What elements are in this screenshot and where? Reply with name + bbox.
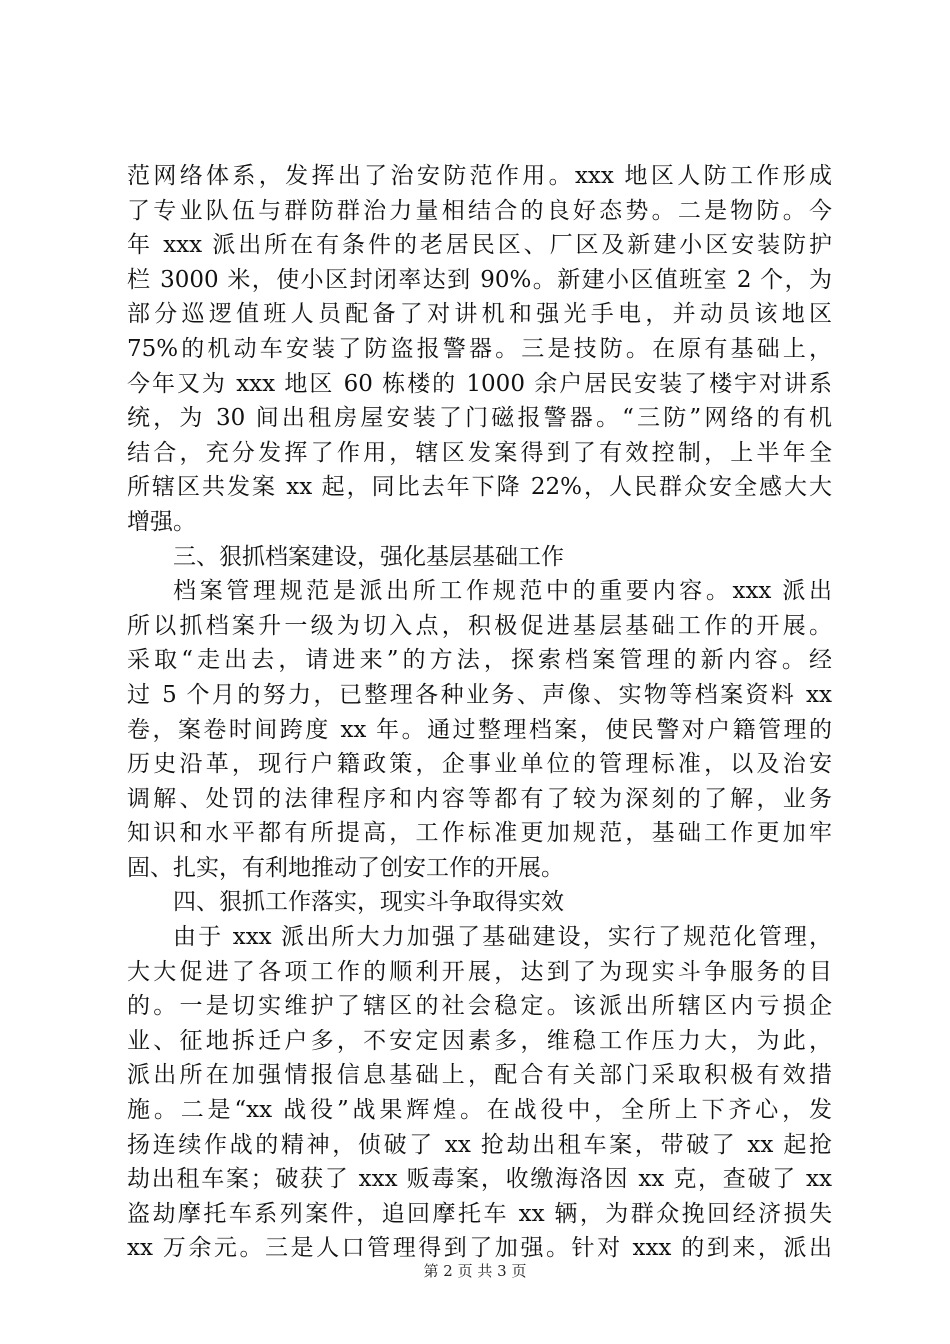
text-line: 年 xxx 派出所在有条件的老居民区、厂区及新建小区安装防护 <box>127 232 832 259</box>
text-line: 施。二是“xx 战役”战果辉煌。在战役中，全所上下齐心，发 <box>127 1097 832 1124</box>
text-line: 75%的机动车安装了防盗报警器。三是技防。在原有基础上， <box>127 335 832 362</box>
text-line: 统，为 30 间出租房屋安装了门磁报警器。“三防”网络的有机 <box>127 405 832 432</box>
text-line: 了专业队伍与群防群治力量相结合的良好态势。二是物防。今 <box>127 197 832 224</box>
text-line: 大大促进了各项工作的顺利开展，达到了为现实斗争服务的目 <box>127 958 832 985</box>
text-line: 今年又为 xxx 地区 60 栋楼的 1000 余户居民安装了楼宇对讲系 <box>127 370 832 397</box>
document-body <box>127 159 832 1266</box>
text-line: 档案管理规范是派出所工作规范中的重要内容。xxx 派出 <box>173 578 832 605</box>
text-line: 由于 xxx 派出所大力加强了基础建设，实行了规范化管理， <box>173 924 832 951</box>
text-line: 增强。 <box>127 508 196 535</box>
text-line: 所辖区共发案 xx 起，同比去年下降 22%，人民群众安全感大大 <box>127 474 832 501</box>
text-line: 知识和水平都有所提高，工作标准更加规范，基础工作更加牢 <box>127 820 832 847</box>
text-line: 所以抓档案升一级为切入点，积极促进基层基础工作的开展。 <box>127 612 832 639</box>
text-line: 卷，案卷时间跨度 xx 年。通过整理档案，使民警对户籍管理的 <box>127 716 832 743</box>
text-line: 派出所在加强情报信息基础上，配合有关部门采取积极有效措 <box>127 1062 832 1089</box>
text-line: 历史沿革，现行户籍政策，企事业单位的管理标准，以及治安 <box>127 751 832 778</box>
text-line: 过 5 个月的努力，已整理各种业务、声像、实物等档案资料 xx <box>127 681 832 708</box>
text-line: 结合，充分发挥了作用，辖区发案得到了有效控制，上半年全 <box>127 439 832 466</box>
text-line: 固、扎实，有利地推动了创安工作的开展。 <box>127 854 564 881</box>
text-line: 范网络体系，发挥出了治安防范作用。xxx 地区人防工作形成 <box>127 163 832 189</box>
text-line: 盗劫摩托车系列案件，追回摩托车 xx 辆，为群众挽回经济损失 <box>127 1200 832 1227</box>
section-heading: 四、狠抓工作落实，现实斗争取得实效 <box>173 889 564 916</box>
page-number-footer: 第 2 页 共 3 页 <box>423 1262 527 1280</box>
text-line: 部分巡逻值班人员配备了对讲机和强光手电，并动员该地区 <box>127 301 832 328</box>
text-line: xx 万余元。三是人口管理得到了加强。针对 xxx 的到来，派出 <box>127 1235 832 1262</box>
text-line: 扬连续作战的精神，侦破了 xx 抢劫出租车案，带破了 xx 起抢 <box>127 1131 832 1158</box>
text-line: 调解、处罚的法律程序和内容等都有了较为深刻的了解，业务 <box>127 785 832 812</box>
section-heading: 三、狠抓档案建设，强化基层基础工作 <box>173 543 564 570</box>
text-line: 采取“走出去，请进来”的方法，探索档案管理的新内容。经 <box>127 647 832 674</box>
text-line: 劫出租车案；破获了 xxx 贩毒案，收缴海洛因 xx 克，查破了 xx <box>127 1166 832 1193</box>
text-line: 业、征地拆迁户多，不安定因素多，维稳工作压力大，为此， <box>127 1027 832 1054</box>
text-line: 的。一是切实维护了辖区的社会稳定。该派出所辖区内亏损企 <box>127 993 832 1020</box>
text-line: 栏 3000 米，使小区封闭率达到 90%。新建小区值班室 2 个，为 <box>127 266 832 293</box>
